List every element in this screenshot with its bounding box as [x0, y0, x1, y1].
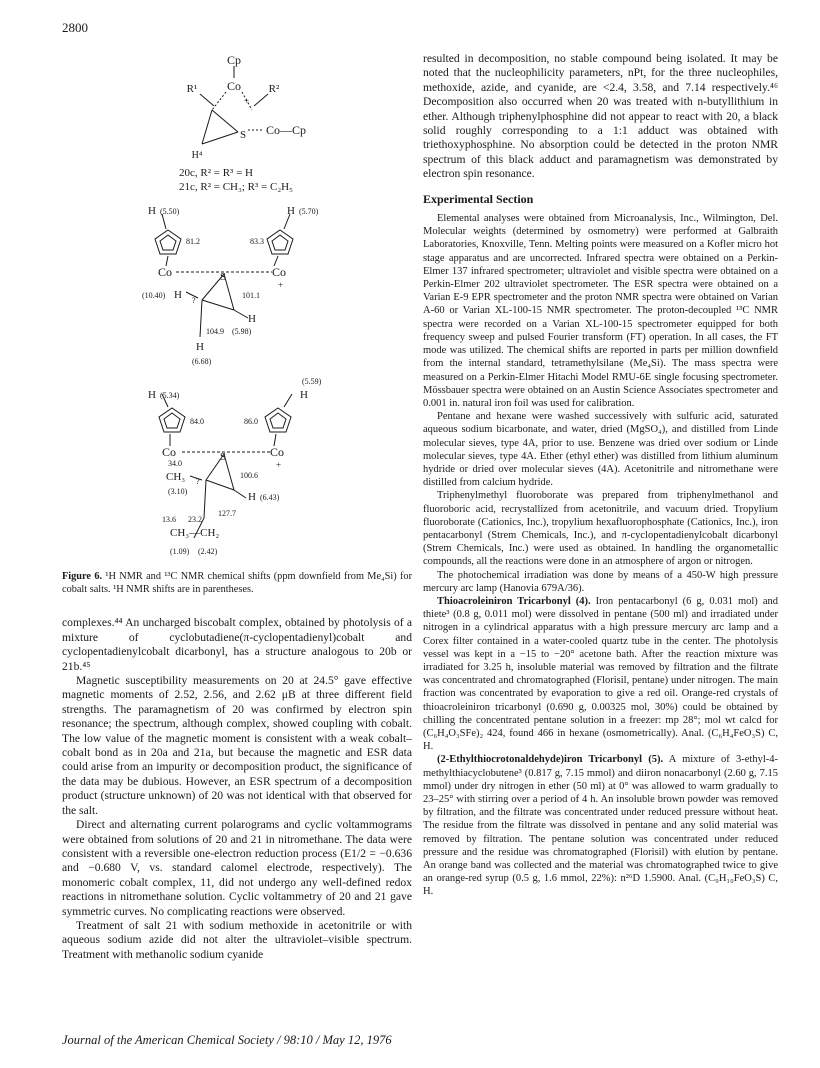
s3-c-232: 23.2 — [188, 515, 202, 524]
s2-c-left: 81.2 — [186, 237, 200, 246]
s3-h-right: H — [300, 389, 308, 401]
s1-s: S — [240, 129, 247, 141]
s2-v-right: (5.70) — [299, 207, 319, 216]
s2-h2: H — [248, 313, 256, 325]
s1-co: Co — [226, 79, 242, 93]
s2-plus: + — [278, 280, 284, 290]
figure-6-structures — [62, 52, 412, 677]
s1-co-cp: Co—Cp — [266, 123, 307, 137]
s3-v-310: (3.10) — [168, 487, 188, 496]
procedure-5-body: A mixture of 3-ethyl-4-methylthiacyclobutene³ (0.817 g, 7.15 mmol) and diiron nonacarbonyl (2.60 g, 7.15 mmol) under dry nitrogen in ether (50 ml) at 0° was allowed to warm gradually to 23–25° with stirring over a period of 4 h. An insoluble brown powder was removed by filtration, and the filtrate was concentrated under reduced pressure without heat. The residue from the filtrate was dissolved in pentane and any solid material was removed by filtration. The pentane solution was concentrated under reduced pressure and the residue was chromatographed (Florisil) with elution by pentane. An orange band was collected and the material was chromatographed twice to give an orange-red syrup (0.5 g, 1.6 mmol, 22%): n²⁶D 1.5900. Anal. (C₉H₁₀FeO₃S) C, H. — [423, 754, 778, 898]
procedure-4 — [423, 595, 778, 753]
exp-paragraph-4: The photochemical irradiation was done by means of a 450-W high pressure mercury arc lamp (Hanovia 679A/36). — [423, 569, 778, 594]
exp-paragraph-1: Elemental analyses were obtained from Microanalysis, Inc., Wilmington, Del. Molecular weights (determined by osmometry) were performed at Galbraith Laboratories, Knoxville, Tenn. Melting points were measured on a Kofler micro hot stage apparatus and are uncorrected. Infrared spectra were obtained on a Perkin-Elmer 137 infrared spectrometer; ultraviolet and visible spectra were obtained on a Perkin-Elmer 202 ultraviolet spectrometer. The ESR spectra were obtained on a Varian E-9 EPR spectrometer and the proton NMR spectra were obtained on Varian A-60 or Varian XL-100-15 NMR spectrometer. The proton-decoupled ¹³C NMR spectra were recorded on a Varian XL-100-15 spectrometer equipped for both frequency sweep and pulsed Fourier transform (FT) operation. In all cases, the FT mode was utilized. The chemical shifts are reported in parts per million downfield from the internal standard, tetramethylsilane (Me₄Si). The mass spectra were measured on a Perkin-Elmer Hitachi Model RMU-6E single focusing spectrometer. Mössbauer spectra were obtained on an Austin Science Associates spectrometer and 0.001 in. natural iron foil was used for calibration. — [423, 213, 778, 409]
s1-cp-top: Cp — [226, 53, 242, 67]
s2-s: S — [220, 271, 227, 283]
s1-label-21c: 21c, R² = CH₃; R³ = C₂H₅ — [179, 181, 293, 193]
left-paragraph-3: Direct and alternating current polarograms and cyclic voltammograms were obtained from solutions of 20 and 21 in nitromethane. The data were consistent with a reversible one-electron reduction process (E1/2 = −0.636 and −0.680 V, vs. standard calomel electrode, respectively). The monomeric cobalt complex, 11, did not undergo any well-defined redox reactions in nitromethane solution. Cyclic voltammetry of 20 and 21 gave symmetric curves. No complicating reactions were observed. — [62, 818, 412, 918]
s2-h-side: (10.40) — [142, 291, 166, 300]
right-paragraph-top: resulted in decomposition, no stable compound being isolated. It may be noted that the nucleophilicity parameters, nPt, for the three nucleophiles, methoxide, azide, and cyanide, are <2.4, 3.58, and 7.14 respectively.⁴⁶ Decomposition also occurred when 20 was treated with n-butyllithium in ether. Although triphenylphosphine did not appear to react with 20, a black solid roughly corresponding to a 1:1 adduct was obtained with triethoxyphosphine. No absorption could be detected in the proton NMR spectrum of this black adduct and paramagnetism was demonstrated by electron spin resonance. — [423, 52, 778, 181]
left-paragraph-4: Treatment of salt 21 with sodium methoxide in acetonitrile or with aqueous sodium azide did not alter the ultraviolet–visible spectrum. Treatment with methanolic sodium cyanide — [62, 918, 412, 961]
procedure-5 — [423, 753, 778, 898]
s3-co-right: Co — [270, 445, 285, 459]
s3-q: ? — [196, 477, 200, 486]
left-paragraph-1: complexes.⁴⁴ An uncharged biscobalt complex, obtained by photolysis of a mixture of cyclobutadiene(π-cyclopentadienyl)cobalt and cyclopentadienylcobalt dicarbonyl, has a structure analogous to 20b or 21b.⁴⁵ — [62, 616, 412, 673]
s2-h: H — [174, 289, 182, 301]
s3-v-left: (5.34) — [160, 391, 180, 400]
s2-v-598: (5.98) — [232, 327, 252, 336]
s3-h: H — [248, 491, 256, 503]
s3-v-643: (6.43) — [260, 493, 280, 502]
s2-c-104: 104.9 — [206, 327, 224, 336]
left-column — [62, 52, 412, 962]
exp-paragraph-2: Pentane and hexane were washed successively with sulfuric acid, saturated aqueous sodium bicarbonate, and water, dried (MgSO₄), and distilled from Linde molecular sieves, type 4A, prior to use. Benzene was dried over sodium or Linde molecular sieves, type 4A. Ether (ethyl ether) was distilled from lithium aluminum hydride or dried over molecular sieves (4A). Acetonitrile and nitromethane were distilled from calcium hydride. — [423, 411, 778, 489]
figure-label: Figure 6. — [62, 571, 103, 582]
s3-v-559: (5.59) — [302, 377, 322, 386]
procedure-5-title: (2-Ethylthiocrotonaldehyde)iron Tricarbonyl (5). — [437, 754, 664, 766]
s3-v-242: (2.42) — [198, 547, 218, 556]
s2-v-left: (5.50) — [160, 207, 180, 216]
s2-q: ? — [192, 296, 196, 305]
figure-caption-text: ¹H NMR and ¹³C NMR chemical shifts (ppm downfield from Me₄Si) for cobalt salts. ¹H NMR shifts are in parentheses. — [62, 571, 412, 595]
page-number: 2800 — [62, 20, 88, 35]
exp-paragraph-3: Triphenylmethyl fluoroborate was prepared from triphenylmethanol and fluoroboric acid, recrystallized from acetonitrile, and vacuum dried. Tropylium fluoroborate (Cationics, Inc.), tropylium hexafluorophosphate (Cationics, Inc.), iron pentacarbonyl (Strem Chemicals, Inc.), and π-cyclopentadienylcobalt dicarbonyl (Strem Chemicals, Inc.) were used as obtained. In handling the organometallic compounds, all the reactions were done in an atmosphere of argon or nitrogen. — [423, 490, 778, 568]
procedure-4-body: Iron pentacarbonyl (6 g, 0.031 mol) and thiete³ (0.8 g, 0.011 mol) were dissolved in pentane (500 ml) and irradiated under nitrogen in a cylindrical apparatus with a high pressure mercury arc lamp and a Corex filter contained in a water-cooled quartz tube in the center. The photolysis vessel was kept in a −15 to −20° acetone bath. After the reaction mixture was irradiated for 3.25 h, insoluble material was removed by filtration and the filtrate was concentrated and chromatographed (Florisil, pentane) under nitrogen. The main fraction was concentrated by evaporation to give a red oil. Orange-red crystals of thioacroleiniron tricarbonyl (0.690 g, 0.00325 mol, 30%) could be obtained by chilling the concentrated pentane solution in a freezer: mp 28°; mol wt calcd for (C₆H₄O₃SFe)₂ 424, found 466 in hexane (osmometrically). Anal. (C₆H₄FeO₃S) C, H. — [423, 595, 778, 753]
s3-plus: + — [276, 460, 282, 470]
s2-c-101: 101.1 — [242, 291, 260, 300]
figure-caption — [62, 571, 412, 596]
s2-h-left: H — [148, 205, 156, 217]
s2-c-right: 83.3 — [250, 237, 264, 246]
s2-h-bot: H — [196, 341, 204, 353]
s3-h-left: H — [148, 389, 156, 401]
s3-ethyl: CH₃—CH₂ — [170, 527, 220, 539]
s1-r2: R² — [268, 83, 280, 95]
s3-c-340: 34.0 — [168, 459, 182, 468]
section-title: Experimental Section — [423, 191, 534, 206]
s1-r1: R¹ — [186, 83, 198, 95]
s3-v-109: (1.09) — [170, 547, 190, 556]
s2-co-right: Co — [272, 265, 287, 279]
journal-footer: Journal of the American Chemical Society / 98:10 / May 12, 1976 — [62, 1033, 392, 1047]
s2-co-left: Co — [158, 265, 173, 279]
s3-c-right: 86.0 — [244, 417, 258, 426]
left-paragraph-2: Magnetic susceptibility measurements on 20 at 24.5° gave effective magnetic moments of 2.52, 2.56, and 2.62 μB at three different field strengths. The paramagnetism of 20 was confirmed by electron spin resonance; the spectrum, although complex, showed coupling with cobalt. The low value of the magnetic moment is consistent with a weak cobalt–cobalt bond as in 20a and 21a, but because the magnetic and ESR data could arise from an impurity or decomposition product, the significance of the data may be dubious. However, an ESR spectrum of a decomposition product (structure unknown) of 20 was not identical with that observed for the salt. — [62, 674, 412, 817]
s3-ch3: CH₃ — [166, 471, 186, 483]
s2-h-right: H — [287, 205, 295, 217]
s2-v-668: (6.68) — [192, 357, 212, 366]
right-column — [423, 52, 778, 899]
structure-20c-21c — [200, 66, 268, 144]
s3-c-136: 13.6 — [162, 515, 176, 524]
s3-c-left: 84.0 — [190, 417, 204, 426]
s3-co-left: Co — [162, 445, 177, 459]
procedure-4-title: Thioacroleiniron Tricarbonyl (4). — [437, 595, 591, 607]
s3-c-1006: 100.6 — [240, 471, 258, 480]
s1-h4: H⁴ — [191, 150, 203, 161]
s3-s: S — [220, 451, 227, 463]
s3-c-1277: 127.7 — [218, 509, 236, 518]
s1-label-20c: 20c, R² = R³ = H — [179, 167, 254, 179]
s1-plus: + — [244, 96, 250, 106]
